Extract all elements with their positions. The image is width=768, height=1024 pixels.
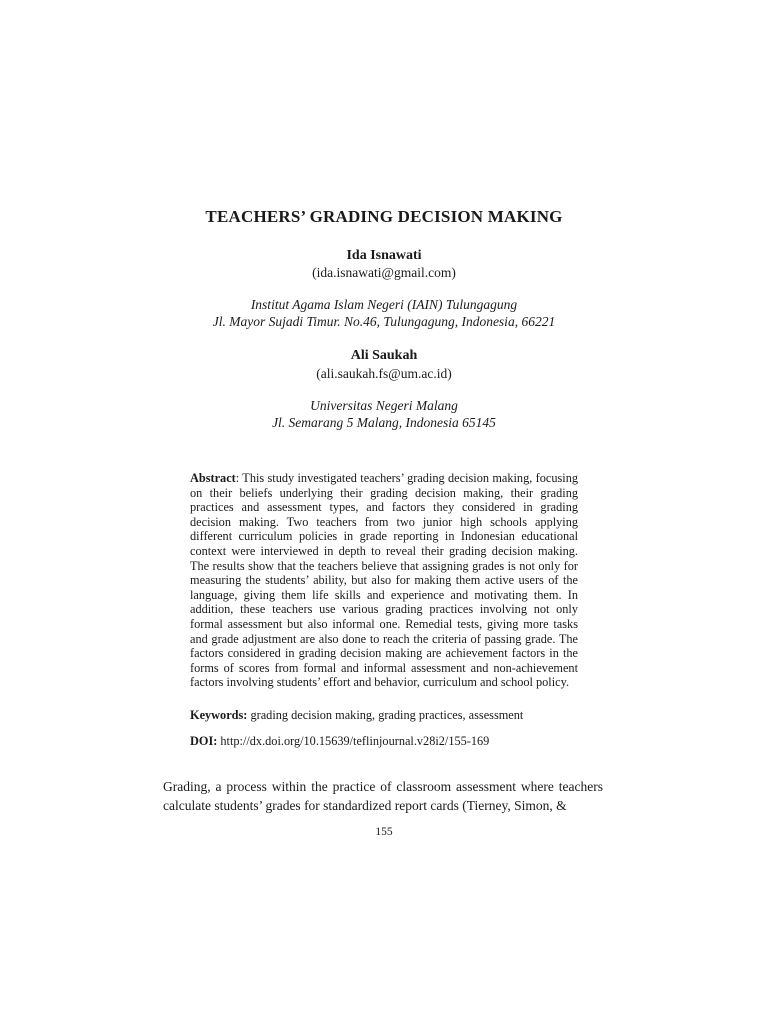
author-name-1: Ida Isnawati xyxy=(346,248,422,263)
keywords-text: grading decision making, grading practices, assessment xyxy=(247,708,524,722)
author-email-2: (ali.saukah.fs@um.ac.id) xyxy=(316,366,452,381)
abstract xyxy=(190,471,578,690)
paper-title: TEACHERS’ GRADING DECISION MAKING xyxy=(205,207,563,226)
author-email-1: (ida.isnawati@gmail.com) xyxy=(312,265,456,280)
author-affiliation-1: Institut Agama Islam Negeri (IAIN) Tulungagung xyxy=(250,297,518,312)
author-name-2: Ali Saukah xyxy=(350,348,418,363)
abstract-text: : This study investigated teachers’ grading decision making, focusing on their beliefs underlying their grading decision making, their grading practices and assessment types, and factors they considered in grading decision making. Two teachers from two junior high schools applying different curriculum policies in grade reporting in Indonesian educational context were interviewed in depth to reveal their grading decision making. The results show that the teachers believe that assigning grades is not only for measuring the students’ ability, but also for making them active users of the language, giving them life skills and experience and motivating them. In addition, these teachers use various grading practices involving not only formal assessment but also informal one. Remedial tests, giving more tasks and grade adjustment are also done to reach the criteria of passing grade. The factors considered in grading decision making are achievement factors in the forms of scores from formal and informal assessment and non-achievement factors involving students’ effort and behavior, curriculum and school policy. xyxy=(190,471,578,690)
page-number: 155 xyxy=(375,826,393,838)
body-paragraph: Grading, a process within the practice of classroom assessment where teachers calculate students’ grades for standardized report cards (Tierney, Simon, & xyxy=(163,779,603,813)
author-address-2: Jl. Semarang 5 Malang, Indonesia 65145 xyxy=(272,415,496,430)
author-address-1: Jl. Mayor Sujadi Timur. No.46, Tulungagung, Indonesia, 66221 xyxy=(212,314,556,329)
abstract-label: Abstract xyxy=(190,471,236,485)
doi xyxy=(190,734,590,749)
author-affiliation-2: Universitas Negeri Malang xyxy=(310,398,458,413)
keywords-label: Keywords: xyxy=(190,708,248,722)
doi-label: DOI: xyxy=(190,734,218,748)
doi-link[interactable]: http://dx.doi.org/10.15639/teflinjournal.v28i2/155-169 xyxy=(217,734,490,748)
keywords xyxy=(190,708,590,723)
